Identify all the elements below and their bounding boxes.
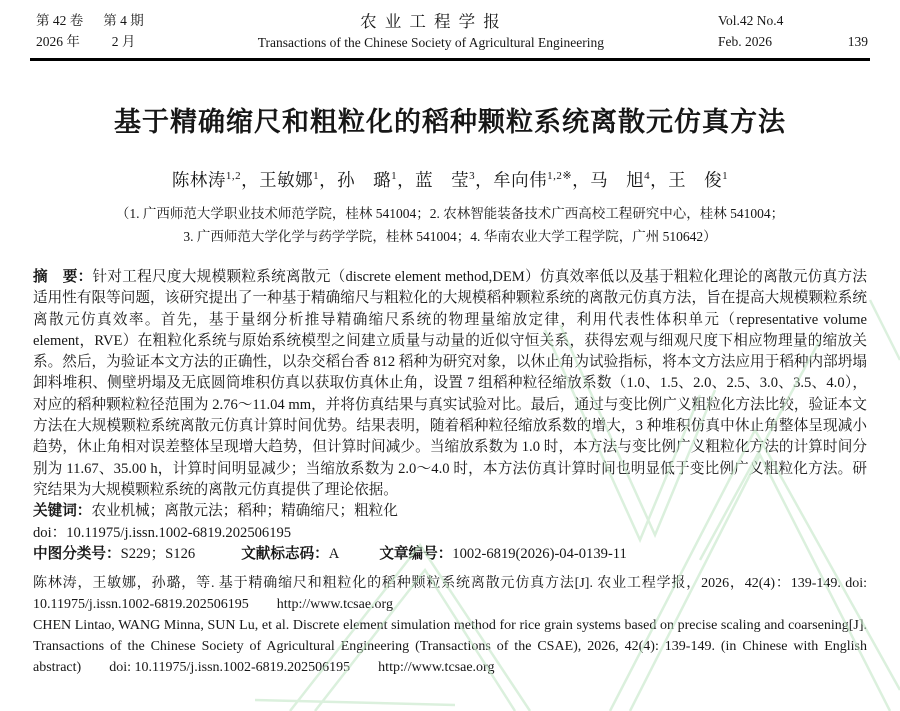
doi-label: doi： bbox=[33, 524, 67, 541]
doi-value: 10.11975/j.issn.1002-6819.202506195 bbox=[66, 524, 292, 541]
paper-title: 基于精确缩尺和粗粒化的稻种颗粒系统离散元仿真方法 bbox=[114, 107, 786, 137]
author-affil-sup: 1,2※ bbox=[547, 170, 573, 183]
journal-name-cn: 农 业 工 程 学 报 bbox=[360, 12, 502, 31]
author-affil-sup: 1 bbox=[313, 170, 320, 183]
keywords-text: 农业机械；离散元法；稻种；精确缩尺；粗粒化 bbox=[91, 503, 398, 520]
journal-header bbox=[0, 0, 900, 53]
affiliation-line: （1. 广西师范大学职业技术师范学院，桂林 541004；2. 农林智能装备技术广西高校工程研究中心，桂林 541004； bbox=[115, 206, 785, 221]
author-affil-sup: 3 bbox=[469, 170, 476, 183]
article-id-value: 1002-6819(2026)-04-0139-11 bbox=[452, 545, 627, 562]
citation-en: CHEN Lintao, WANG Minna, SUN Lu, et al. Discrete element simulation method for rice grain systems based on precise scaling and coarsening[J]. Transactions of the Chinese Society of Agricultural Engineering (Transactions of the CSAE), 2026, 42(4): 139-149. (in Chinese with English abstract) doi: 10.11975/j.issn.1002-6819.202506195 http://www.tcsae.org bbox=[33, 618, 867, 676]
author-affil-sup: 4 bbox=[644, 170, 651, 183]
page-number: 139 bbox=[847, 34, 868, 49]
abstract-text: 针对工程尺度大规模颗粒系统离散元（discrete element method,DEM）仿真效率低以及基于粗粒化理论的离散元仿真方法适用性有限等问题，该研究提出了一种基于精确缩尺与粗粒化的大规模稻种颗粒系统的离散元仿真方法，旨在提高大规模颗粒系统离散元仿真效率。首先，基于量纲分析推导精确缩尺系统的物理量缩放定律，利用代表性体积单元（representative volume element，RVE）在粗粒化系统与原始系统模型之间建立质量与动量的近似守恒关系，获得宏观与细观尺度下相应物理量的缩放关系。然后，为验证本文方法的正确性，以杂交稻台香 812 稻种为研究对象，以休止角为试验指标，将本文方法应用于稻种内部坍塌卸料堆积、侧壁坍塌及无底圆筒堆积仿真以获取仿真休止角，设置 7 组稻种粒径缩放系数（1.0、1.5、2.0、2.5、3.0、3.5、4.0），对应的稻种颗粒粒径范围为 2.76～11.04 mm，并将仿真结果与真实试验对比。最后，通过与变比例广义粗粒化方法比较，验证本文方法在大规模颗粒系统离散元仿真计算时间优势。结果表明，随着稻种粒径缩放系数的增大，3 种堆积仿真中休止角整体呈现减小趋势，休止角相对误差整体呈现增大趋势，但计算时间减少。当缩放系数为 1.0 时，本方法与变比例广义粗粒化方法的计算时间分别为 11.67、35.00 h，计算时间明显减少；当缩放系数为 2.0～4.0 时，本方法仿真计算时间也明显低于变比例广义粗粒化方法。研究结果为大规模颗粒系统的离散元仿真提供了理论依据。 bbox=[33, 269, 867, 498]
abstract bbox=[33, 267, 867, 501]
author: 马 旭$^4$， bbox=[590, 170, 669, 190]
author-affil-sup: 1 bbox=[391, 170, 398, 183]
author: 牟向伟$^{1,2※}$， bbox=[493, 170, 591, 190]
journal-name-en: Transactions of the Chinese Society of Agricultural Engineering bbox=[257, 35, 605, 50]
date-en: Feb. 2026 bbox=[718, 34, 772, 49]
author: 王敏娜$^1$， bbox=[259, 170, 338, 190]
affiliations bbox=[0, 203, 900, 248]
author-line bbox=[0, 168, 900, 192]
citation-cn: 陈林涛，王敏娜，孙璐，等. 基于精确缩尺和粗粒化的稻种颗粒系统离散元仿真方法[J]. 农业工程学报，2026，42(4)：139-149. doi: 10.11975/j.issn.1002-6819.202506195 http://www.tcsae.org bbox=[33, 576, 867, 613]
doc-code-label: 文献标志码： bbox=[241, 545, 329, 562]
clc-label: 中图分类号： bbox=[33, 545, 121, 562]
article-id-label: 文章编号： bbox=[379, 545, 453, 562]
journal-issue-info bbox=[36, 10, 144, 52]
volume-cn: 第 42 卷 bbox=[36, 13, 84, 28]
affiliation-line: 3. 广西师范大学化学与药学学院，桂林 541004；4. 华南农业大学工程学院，广州 510642） bbox=[183, 228, 717, 244]
month-cn: 2 月 bbox=[111, 34, 136, 49]
issue-cn: 第 4 期 bbox=[103, 13, 144, 28]
abstract-label: 摘 要： bbox=[33, 269, 93, 285]
author: 蓝 莹$^3$， bbox=[415, 170, 494, 190]
clc-value: S229；S126 bbox=[120, 545, 196, 562]
keywords-line bbox=[33, 501, 867, 522]
author-affil-sup: 1 bbox=[722, 170, 729, 183]
citation-block bbox=[33, 573, 867, 678]
journal-vol-info bbox=[718, 10, 868, 52]
keywords-label: 关键词： bbox=[33, 503, 92, 520]
author: 孙 璐$^1$， bbox=[337, 170, 416, 190]
doi-line bbox=[33, 523, 867, 544]
year-cn: 2026 年 bbox=[36, 34, 80, 49]
journal-name bbox=[144, 10, 718, 53]
vol-en: Vol.42 No.4 bbox=[718, 13, 784, 28]
author: 陈林涛$^{1,2}$， bbox=[171, 170, 260, 190]
classification-line bbox=[33, 544, 867, 565]
author: 王 俊$^1$ bbox=[668, 170, 729, 190]
doc-code-value: A bbox=[328, 545, 340, 562]
header-rule bbox=[30, 58, 870, 61]
author-affil-sup: 1,2 bbox=[225, 170, 242, 183]
